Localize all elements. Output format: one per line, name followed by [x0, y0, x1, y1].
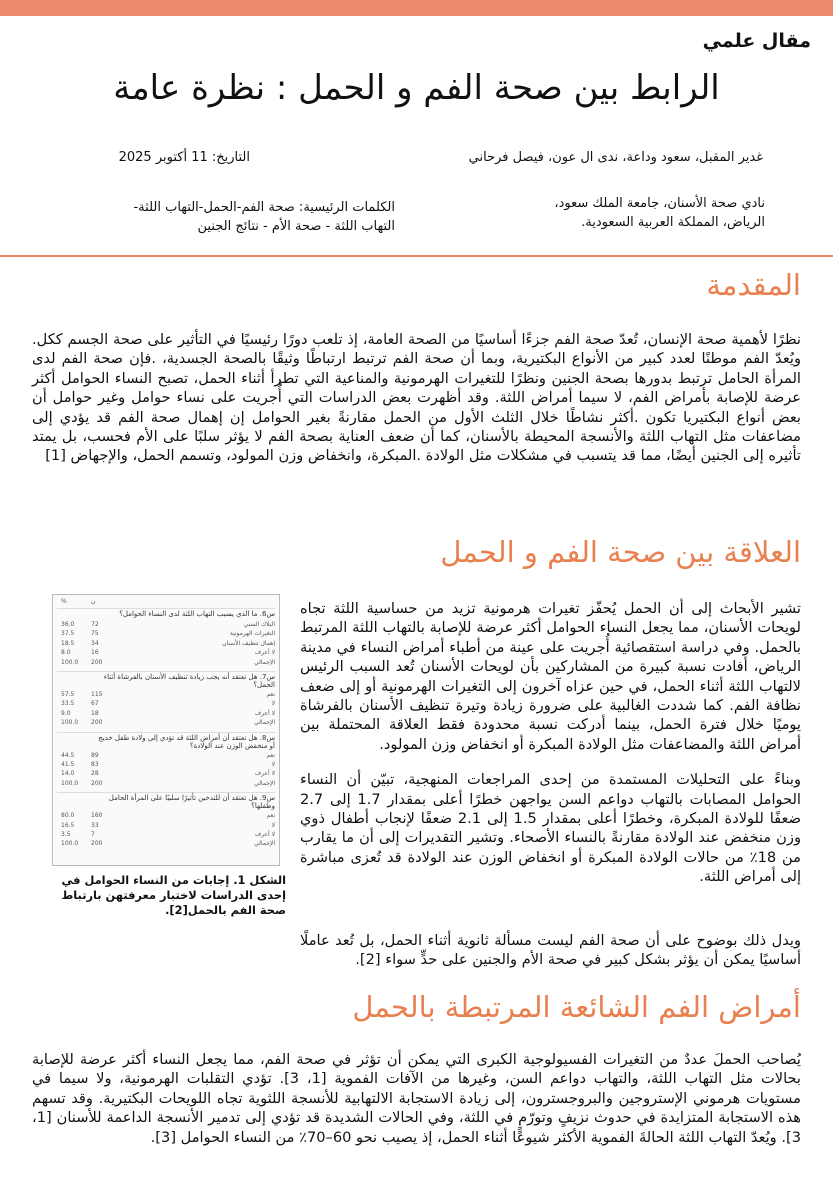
figure-row — [57, 700, 275, 708]
figure-row-n: 28 — [91, 770, 99, 778]
figure-row-pct: 33.5 — [61, 700, 75, 708]
figure-row — [57, 659, 275, 667]
figure-row — [57, 840, 275, 848]
figure-row — [57, 621, 275, 629]
figure-row-n: 200 — [91, 779, 103, 787]
figure-row — [57, 640, 275, 648]
figure-row-label: لا أعرف — [254, 709, 275, 717]
figure-row-pct: 3.5 — [61, 831, 71, 838]
figure-row-pct: 100.0 — [61, 840, 79, 848]
figure-question: س8. هل تعتقد أن أمراض اللثة قد تؤدي إلى ولادة طفل خديج أو منخفض الوزن عند الولادة؟ — [98, 733, 275, 750]
affiliation-line: نادي صحة الأسنان، جامعة الملك سعود، — [554, 196, 765, 211]
figure-caption: الشكل 1. إجابات من النساء الحوامل في إحدى الدراسات لاختبار معرفتهن بارتباط صحة الفم بالحمل[2]. — [61, 873, 286, 917]
figure-row-n: 200 — [91, 719, 103, 727]
figure-question: س6. ما الذي يسبب التهاب اللثة لدى النساء الحوامل؟ — [119, 610, 275, 618]
figure-row-label: لا — [271, 761, 275, 768]
figure-row-pct: 37.5 — [61, 630, 75, 638]
figure-row — [57, 822, 275, 830]
publication-date: التاريخ: 11 أكتوبر 2025 — [118, 150, 250, 165]
intro-body — [32, 330, 801, 466]
figure-row — [57, 630, 275, 638]
top-accent-bar — [0, 0, 833, 16]
figure-row-pct: 9.0 — [61, 709, 71, 717]
figure-row-label: لا أعرف — [254, 649, 275, 657]
figure-row — [57, 691, 275, 699]
figure-row-label: لا — [271, 821, 275, 829]
affiliation — [495, 194, 765, 232]
figure-row-label: لا أعرف — [254, 831, 275, 838]
keywords — [105, 198, 395, 236]
figure-row-label: نعم — [266, 691, 275, 698]
figure-col-n: ن — [91, 598, 96, 605]
figure-row-n: 7 — [91, 831, 95, 838]
figure-header-row — [57, 598, 275, 606]
figure-row-n: 115 — [91, 691, 103, 698]
figure-separator — [57, 671, 275, 672]
diseases-paragraph: يُصاحب الحملَ عددٌ من التغيرات الفسيولوجية الكبرى التي يمكن أن تؤثر في صحة الفم، مما يجعل النساء أكثر عرضة للإصابة بحالات مثل التهاب اللثة، والتهاب دواعم السن، وغيرها من الآفات الفموية [1، 3]. تؤدي التقلبات الهرمونية، ولا سيما في مستويات هرموني الإستروجين والبروجسترون، إلى زيادة الاستجابة الالتهابية للأنسجة اللثوية تجاه اللويحات البكتيرية. وقد تسهم هذه الاستجابة المتزايدة في حدوث نزيفٍ وتورّمٍ في اللثة، وفي الحالات الشديدة قد تؤدي إلى تدمير الأنسجة الداعمة للأسنان [1، 3]. ويُعدّ التهاب اللثة الحالةَ الفموية الأكثر شيوعًا أثناء الحمل، إذ يصيب نحو 60–70٪ من النساء الحوامل [3]. — [32, 1051, 801, 1146]
figure-col-pct: % — [61, 598, 67, 605]
keywords-line: الكلمات الرئيسية: صحة الفم-الحمل-التهاب اللثة- — [133, 200, 395, 215]
page-title: الرابط بين صحة الفم و الحمل : نظرة عامة — [113, 68, 720, 108]
figure-row-n: 18 — [91, 709, 99, 717]
figure-separator — [57, 608, 275, 609]
figure-row — [57, 710, 275, 718]
figure-row-pct: 57.5 — [61, 691, 75, 698]
survey-figure — [52, 594, 280, 866]
section-heading-relation: العلاقة بين صحة الفم و الحمل — [440, 535, 801, 569]
authors: غدير المقبل، سعود وداعة، ندى ال عون، فيصل فرحاني — [468, 150, 763, 165]
figure-row-pct: 14.0 — [61, 770, 75, 778]
figure-row-label: الإجمالي — [254, 840, 275, 848]
figure-row-pct: 41.5 — [61, 761, 75, 768]
diseases-body — [32, 1050, 801, 1147]
article-type-label: مقال علمي — [702, 30, 811, 52]
figure-row-n: 83 — [91, 761, 99, 768]
figure-row-label: نعم — [266, 812, 275, 820]
figure-question: س7. هل تعتقد أنه يجب زيادة تنظيف الأسنان بالفرشاة أثناء الحمل؟ — [103, 673, 275, 689]
figure-row-pct: 8.0 — [61, 649, 71, 657]
figure-row-label: الإجمالي — [254, 658, 275, 666]
figure-row-label: التغيرات الهرمونية — [229, 630, 275, 638]
figure-row — [57, 780, 275, 788]
figure-row-label: الإجمالي — [254, 719, 275, 727]
figure-row-n: 34 — [91, 639, 99, 647]
figure-row-pct: 18.5 — [61, 639, 75, 647]
relation-paragraph-2: وبناءً على التحليلات المستمدة من إحدى المراجعات المنهجية، تبيّن أن النساء الحوامل المصابات بالتهاب دواعم السن يواجهن خطرًا أعلى بمقدار 1.7 إلى 2.7 ضعفًا للولادة المبكرة، وخطرًا أعلى بمقدار 1.5 إلى 2.1 ضعفًا لإنجاب أطفال ذوي وزن منخفض عند الولادة مقارنةً بالنساء الأصحاء. وتشير التقديرات إلى أن ما يقارب من 18٪ من حالات الولادة المبكرة أو انخفاض الوزن عند الولادة قد تُعزى مباشرة إلى أمراض اللثة. — [300, 771, 801, 886]
figure-row-pct: 16.5 — [61, 821, 75, 829]
figure-row-n: 200 — [91, 658, 103, 666]
figure-row-pct: 44.5 — [61, 751, 75, 759]
figure-question: س9. هل تعتقد أن للتدخين تأثيرًا سلبيًا على المرأة الحامل وطفلها؟ — [108, 794, 275, 811]
affiliation-line: الرياض، المملكة العربية السعودية. — [581, 215, 765, 230]
figure-row — [57, 752, 275, 760]
figure-row — [57, 770, 275, 778]
section-heading-intro: المقدمة — [706, 268, 801, 302]
figure-row-label: إهمال تنظيف الأسنان — [222, 639, 275, 647]
figure-row-label: لا أعرف — [254, 770, 275, 778]
figure-row-n: 67 — [91, 700, 99, 708]
keywords-line: التهاب اللثة - صحة الأم - نتائج الجنين — [197, 219, 395, 234]
figure-row-pct: 36.0 — [61, 621, 75, 628]
section-heading-diseases: أمراض الفم الشائعة المرتبطة بالحمل — [352, 990, 801, 1024]
figure-row-n: 75 — [91, 630, 99, 638]
figure-row-label: البلاك السني — [243, 621, 275, 628]
figure-separator — [57, 732, 275, 733]
figure-row-label: لا — [271, 700, 275, 708]
intro-paragraph: نظرًا لأهمية صحة الإنسان، تُعدّ صحة الفم جزءًا أساسيًا من الصحة العامة، إذ تلعب دورًا رئيسيًا في التأثير على صحة الجسم ككل. ويُعدّ الفم موطنًا لعدد كبير من الأنواع البكتيرية، وبما أن صحة الفم ترتبط ارتباطًا وثيقًا بالصحة الجسدية، .فإن صحة الفم لدى المرأة الحامل ترتبط بدورها بصحة الجنين ونظرًا للتغيرات الهرمونية والمناعية التي تطرأ أثناء الحمل، تصبح النساء الحوامل أكثر عرضة للإصابة بأمراض الفم، لا سيما أمراض اللثة. وقد أظهرت بعض الدراسات التي أُجريت على نساء حوامل وغير حوامل أن بعض أنواع البكتيريا تكون .أكثر نشاطًا خلال الثلث الأول من الحمل مقارنةً بغير الحوامل إن إهمال صحة الفم قد يؤدي إلى مضاعفات مثل التهاب اللثة والأنسجة المحيطة بالأسنان، كما أن ضعف العناية بصحة الفم لا يؤثر سلبًا على الأم فحسب، بل يمتد تأثيره إلى الجنين أيضًا، مما قد يتسبب في مشكلات مثل الولادة .المبكرة، وانخفاض وزن المولود، وتسمم الحمل، والإجهاض [1] — [32, 331, 801, 465]
figure-row-n: 33 — [91, 821, 99, 829]
relation-body — [300, 599, 801, 887]
relation-conclusion — [300, 931, 801, 970]
figure-row-label: نعم — [266, 751, 275, 759]
figure-row-n: 89 — [91, 751, 99, 759]
figure-row-pct: 100.0 — [61, 719, 79, 727]
figure-row-pct: 100.0 — [61, 658, 79, 666]
relation-paragraph-1: تشير الأبحاث إلى أن الحمل يُحفّز تغيرات هرمونية تزيد من حساسية اللثة تجاه لويحات الأسنان، مما يجعل النساء الحوامل أكثر عرضة للإصابة بالتهاب اللثة المرتبط بالحمل. وفي دراسة استقصائية أُجريت على عينة من أطباء أمراض النساء في مدينة الرياض، أفادت نسبة كبيرة من المشاركين بأن لويحات الأسنان تُعد السبب الرئيس لالتهاب اللثة أثناء الحمل، في حين عزاه آخرون إلى التغيرات الهرمونية أو إلى ضعف نظافة الفم. كما شددت الغالبية على ضرورة زيادة وتيرة تنظيف الأسنان بالفرشاة يوميًا خلال فترة الحمل، بينما أدركت نسبة محدودة فقط العلاقة المحتملة بين أمراض اللثة والمضاعفات مثل الولادة المبكرة أو انخفاض وزن المولود. — [300, 600, 801, 753]
relation-paragraph-3: ويدل ذلك بوضوح على أن صحة الفم ليست مسألة ثانوية أثناء الحمل، بل تُعد عاملًا أساسيًا يمكن أن يؤثر بشكل كبير في صحة الأم والجنين على حدٍّ سواء [2]. — [300, 932, 801, 969]
figure-row — [57, 649, 275, 657]
figure-row-n: 16 — [91, 649, 99, 657]
figure-row — [57, 831, 275, 839]
figure-row — [57, 761, 275, 769]
figure-row — [57, 812, 275, 820]
figure-row — [57, 719, 275, 727]
figure-row-pct: 80.0 — [61, 812, 75, 820]
figure-row-pct: 100.0 — [61, 779, 79, 787]
header-divider — [0, 255, 833, 257]
figure-row-n: 200 — [91, 840, 103, 848]
figure-row-label: الإجمالي — [254, 779, 275, 787]
figure-row-n: 160 — [91, 812, 103, 820]
figure-row-n: 72 — [91, 621, 99, 628]
